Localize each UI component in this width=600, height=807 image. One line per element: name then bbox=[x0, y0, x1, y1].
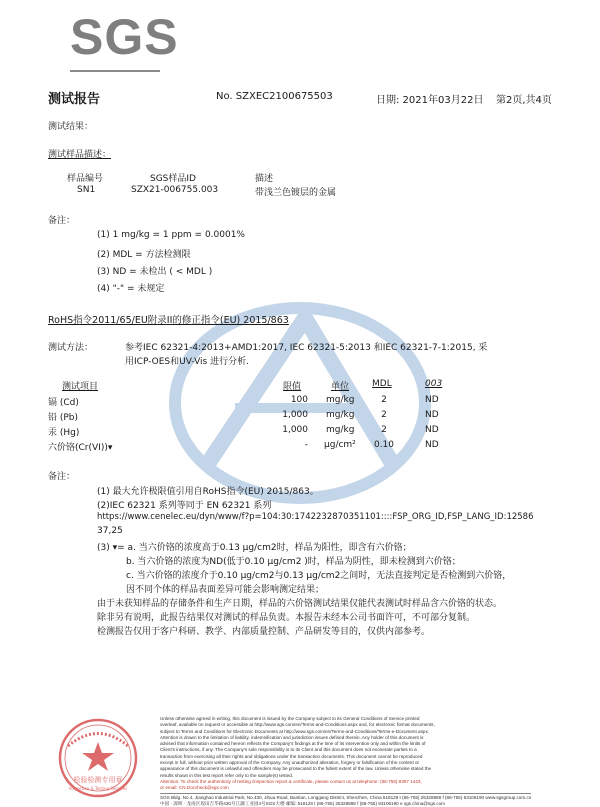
section-title: RoHS指令2011/65/EU附录II的修正指令(EU) 2015/863 bbox=[48, 315, 289, 326]
cell-item: 六价铬(Cr(VI))▾ bbox=[48, 443, 113, 453]
footer-address-cn: 中国 · 深圳 · 龙岗区坂田吉华路430号江灏工业园4号SGS大楼 邮编: 518129 t (86-755) 25328888 f (86-755) 83106190 e sgs.china@sgs.com bbox=[160, 800, 445, 806]
cell-unit: μg/cm² bbox=[324, 440, 356, 450]
note2-line: c. 当六价铬的浓度介于0.10 μg/cm2与0.13 μg/cm2之间时，无法直接判定是否检测到六价铬， bbox=[126, 571, 512, 581]
note2-line: 因不同个体的样品表面差异可能会影响测定结果； bbox=[126, 585, 325, 595]
note-item: (4) "-" = 未规定 bbox=[97, 284, 165, 294]
note2-line: (2)IEC 62321 系列等同于 EN 62321 系列 bbox=[97, 501, 272, 511]
th-unit: 单位 bbox=[331, 382, 350, 392]
report-title: 测试报告 bbox=[48, 92, 101, 107]
cell-result: ND bbox=[425, 410, 439, 420]
cell-unit: mg/kg bbox=[326, 425, 355, 435]
footer-attention-email: or email: CN.Doccheck@sgs.com bbox=[160, 785, 229, 791]
method-text-line1: 参考IEC 62321-4:2013+AMD1:2017, IEC 62321-5:2013 和IEC 62321-7-1:2015, 采 bbox=[125, 343, 488, 353]
cell-limit: 100 bbox=[290, 395, 308, 405]
th-sample-003: 003 bbox=[425, 379, 443, 389]
sample-description-heading: 测试样品描述： bbox=[48, 150, 112, 160]
th-test-item: 测试项目 bbox=[62, 382, 99, 392]
th-mdl: MDL bbox=[372, 379, 392, 389]
footer-line: results shown in this test report refer only to the sample(s) tested. bbox=[160, 772, 294, 778]
cell-mdl: 0.10 bbox=[373, 440, 395, 450]
note2-paragraph: 由于未获知样品的存储条件和生产日期，样品的六价铬测试结果仅能代表测试时样品含六价铬的状态。 bbox=[97, 599, 503, 609]
cell-mdl: 2 bbox=[381, 425, 387, 435]
results-label: 测试结果： bbox=[48, 122, 94, 132]
sgs-logo: SGS bbox=[70, 9, 179, 65]
cell-result: ND bbox=[425, 395, 439, 405]
cell-item: 镉 (Cd) bbox=[48, 398, 79, 408]
note-item: (1) 1 mg/kg = 1 ppm = 0.0001% bbox=[97, 230, 245, 240]
method-text-line2: 用ICP-OES和UV-Vis 进行分析. bbox=[125, 357, 249, 367]
footer-line: subject to Terms and Conditions for Electronic Documents at http://www.sgs.com/en/Terms-and-Conditions/Terms-e-Document.aspx. bbox=[160, 728, 430, 734]
col-description: 描述 bbox=[255, 174, 274, 184]
footer-line: Attention is drawn to the limitation of liability, indemnification and jurisdiction issues defined therein. Any holder of this document is bbox=[160, 734, 424, 740]
footer-divider bbox=[160, 793, 531, 794]
cell-item: 汞 (Hg) bbox=[48, 428, 80, 438]
cell-result: ND bbox=[425, 440, 439, 450]
cell-unit: mg/kg bbox=[326, 395, 355, 405]
logo-underline bbox=[70, 70, 160, 72]
footer-line: transaction from exercising all their rights and obligations under the transaction documents. This document cannot be reproduced bbox=[160, 753, 423, 759]
col-sample-no: 样品编号 bbox=[67, 174, 104, 184]
inspection-seal-stamp bbox=[48, 716, 148, 800]
sample-description: 带浅兰色镀层的金属 bbox=[255, 188, 337, 198]
cell-limit: - bbox=[304, 440, 308, 450]
footer-line: Client's instructions, if any. The Company's sole responsibility is to its Client and this document does not exonerate parties to a bbox=[160, 747, 417, 753]
stamp-subtext: Inspection & Testing Services bbox=[68, 786, 128, 791]
footer-line: appearance of this document is unlawful and offenders may be prosecuted to the fullest extent of the law. Unless otherwise stated the bbox=[160, 766, 432, 772]
note2-line: (1) 最大允许极限值引用自RoHS指令(EU) 2015/863。 bbox=[97, 487, 319, 497]
footer-line: advised that information contained hereon reflects the Company's findings at the time of its intervention only and within the limits of bbox=[160, 741, 426, 747]
note2-paragraph: 检测报告仅用于客户科研、教学、内部质量控制、产品研发等目的，仅供内部参考。 bbox=[97, 627, 431, 637]
note2-paragraph: 除非另有说明，此报告结果仅对测试的样品负责。本报告未经本公司书面许可，不可部分复制。 bbox=[97, 613, 476, 623]
footer-line: Unless otherwise agreed in writing, this document is issued by the Company subject to its General Conditions of Service printed bbox=[160, 716, 420, 721]
notes2-label: 备注： bbox=[48, 472, 76, 482]
cell-item: 铅 (Pb) bbox=[48, 413, 79, 423]
sample-id: SZX21-006755.003 bbox=[131, 185, 219, 195]
note2-line: b. 当六价铬的浓度为ND(低于0.10 μg/cm2 )时，样品为阴性，即未检测到六价铬； bbox=[126, 557, 461, 567]
cell-mdl: 2 bbox=[381, 410, 387, 420]
report-date: 日期: 2021年03月22日 bbox=[376, 95, 484, 106]
report-number: No. SZXEC2100675503 bbox=[216, 91, 333, 102]
cell-result: ND bbox=[425, 425, 439, 435]
method-label: 测试方法： bbox=[48, 343, 94, 353]
notes-label: 备注： bbox=[48, 216, 76, 226]
note2-line: (3) ▾= a. 当六价铬的浓度高于0.13 μg/cm2时，样品为阳性，即含有六价铬； bbox=[97, 543, 412, 553]
footer-attention: Attention: To check the authenticity of testing /inspection report & certificate, please contact us at telephone: (86-755) 8307 1443, bbox=[160, 778, 422, 784]
sample-no: SN1 bbox=[77, 185, 96, 195]
footer-address-en: SGS Bldg. No.4, Jianghao Industrial Park, No.430, Jihua Road, Bantian, Longgang District, Shenzhen, China 518129 t (86-755) 25328888 f (86-755) 83106190 www.sgsgroup.com.cn bbox=[160, 794, 532, 800]
cell-mdl: 2 bbox=[381, 395, 387, 405]
col-sgs-sample-id: SGS样品ID bbox=[150, 174, 196, 184]
cell-limit: 1,000 bbox=[282, 410, 308, 420]
note-item: (3) ND = 未检出 ( < MDL ) bbox=[97, 267, 213, 277]
stamp-text: 检验检测专用章 bbox=[73, 776, 123, 784]
note-item: (2) MDL = 方法检测限 bbox=[97, 250, 191, 260]
cenelec-link[interactable]: https://www.cenelec.eu/dyn/www/f?p=104:30:1742232870351101::::FSP_ORG_ID,FSP_LANG_ID:12586 bbox=[97, 512, 534, 522]
cell-unit: mg/kg bbox=[326, 410, 355, 420]
footer-line: except in full, without prior written approval of the Company. Any unauthorized alteration, forgery or falsification of the content or bbox=[160, 760, 420, 766]
th-limit: 限值 bbox=[283, 382, 302, 392]
note2-line: 37,25 bbox=[97, 526, 123, 536]
page-number: 第2页,共4页 bbox=[496, 95, 552, 106]
footer-line: overleaf, available on request or accessible at http://www.sgs.com/en/Terms-and-Conditions.aspx and, for electronic format documents, bbox=[160, 722, 435, 728]
footer-legal bbox=[160, 716, 531, 807]
cell-limit: 1,000 bbox=[282, 425, 308, 435]
